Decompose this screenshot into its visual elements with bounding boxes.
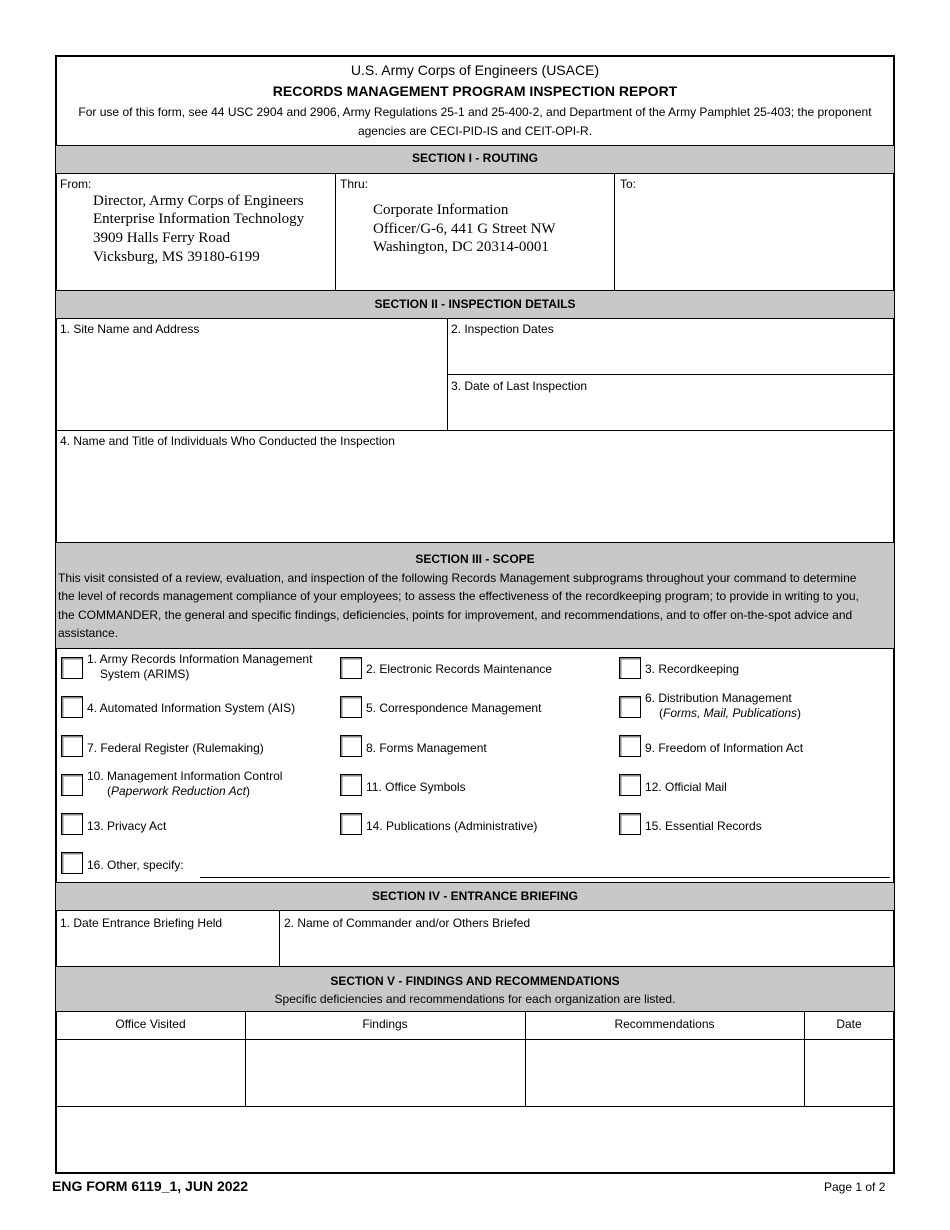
thru-field[interactable] [336, 174, 614, 290]
from-line: Enterprise Information Technology [93, 211, 305, 227]
label-office-symbols: 11. Office Symbols [366, 780, 466, 794]
from-line: Vicksburg, MS 39180-6199 [93, 249, 260, 265]
other-specify-input[interactable] [200, 858, 890, 878]
checkbox-office-symbols[interactable] [340, 774, 362, 796]
from-field[interactable] [56, 174, 335, 290]
section5-subtitle: Specific deficiencies and recommendations for each organization are listed. [274, 992, 676, 1006]
date-cell[interactable] [805, 1040, 894, 1106]
briefed-names-label: 2. Name of Commander and/or Others Briefed [284, 916, 531, 930]
last-inspection-field[interactable] [448, 393, 894, 430]
col-recommendations: Recommendations [614, 1017, 715, 1031]
to-label: To: [620, 177, 637, 191]
col-date: Date [836, 1017, 862, 1031]
thru-line: Officer/G-6, 441 G Street NW [373, 221, 556, 237]
checkbox-arims[interactable] [61, 657, 83, 679]
checkbox-federal-register[interactable] [61, 735, 83, 757]
label-recordkeeping: 3. Recordkeeping [645, 662, 740, 676]
label-privacy-act: 13. Privacy Act [87, 819, 167, 833]
form-number: ENG FORM 6119_1, JUN 2022 [52, 1178, 249, 1194]
section3-title: SECTION III - SCOPE [415, 552, 535, 566]
section4-title: SECTION IV - ENTRANCE BRIEFING [371, 889, 578, 903]
to-field[interactable] [615, 174, 894, 290]
scope-text: assistance. [58, 626, 119, 640]
label-correspondence: 5. Correspondence Management [366, 701, 542, 715]
briefed-names-field[interactable] [280, 930, 894, 966]
findings-cell[interactable] [246, 1040, 525, 1106]
label-publications: 14. Publications (Administrative) [366, 819, 538, 833]
label-electronic-records: 2. Electronic Records Maintenance [366, 662, 553, 676]
additional-notes-area[interactable] [56, 1107, 894, 1173]
site-label: 1. Site Name and Address [60, 322, 200, 336]
checkbox-forms-management[interactable] [340, 735, 362, 757]
briefing-date-field[interactable] [56, 930, 279, 966]
scope-text: the level of records management compliance of your employees; to assess the effectiveness of the recordkeeping program; to provide in writing to you, [58, 589, 859, 603]
label-federal-register: 7. Federal Register (Rulemaking) [87, 741, 264, 755]
checkbox-recordkeeping[interactable] [619, 657, 641, 679]
checkbox-essential-records[interactable] [619, 813, 641, 835]
form-note-line2: agencies are CECI-PID-IS and CEIT-OPI-R. [357, 124, 593, 138]
label-mic: 10. Management Information Control (Paperwork Reduction Act) [87, 769, 283, 798]
from-label: From: [60, 177, 92, 191]
label-ais: 4. Automated Information System (AIS) [87, 701, 296, 715]
last-inspection-label: 3. Date of Last Inspection [451, 379, 588, 393]
thru-label: Thru: [340, 177, 369, 191]
form-title: RECORDS MANAGEMENT PROGRAM INSPECTION REPORT [272, 83, 678, 99]
section5-title: SECTION V - FINDINGS AND RECOMMENDATIONS [330, 974, 620, 988]
label-other: 16. Other, specify: [87, 858, 184, 872]
inspectors-label: 4. Name and Title of Individuals Who Conducted the Inspection [60, 434, 395, 448]
scope-text: This visit consisted of a review, evaluation, and inspection of the following Records Management subprograms throughout your command to determine [58, 571, 857, 585]
col-office-visited: Office Visited [115, 1017, 186, 1031]
checkbox-distribution[interactable] [619, 696, 641, 718]
label-foia: 9. Freedom of Information Act [645, 741, 804, 755]
briefing-date-label: 1. Date Entrance Briefing Held [60, 916, 223, 930]
inspection-dates-field[interactable] [448, 336, 894, 374]
label-arims: 1. Army Records Information Management System (ARIMS) [87, 652, 313, 681]
checkbox-other[interactable] [61, 852, 83, 874]
checkbox-ais[interactable] [61, 696, 83, 718]
checkbox-publications[interactable] [340, 813, 362, 835]
label-essential-records: 15. Essential Records [645, 819, 762, 833]
label-forms-management: 8. Forms Management [366, 741, 487, 755]
checkbox-official-mail[interactable] [619, 774, 641, 796]
checkbox-correspondence[interactable] [340, 696, 362, 718]
label-official-mail: 12. Official Mail [645, 780, 727, 794]
office-visited-cell[interactable] [56, 1040, 245, 1106]
scope-text: the COMMANDER, the general and specific findings, deficiencies, points for improvement, and recommendations, and to offer on-the-spot advice and [58, 608, 853, 622]
checkbox-electronic-records[interactable] [340, 657, 362, 679]
inspectors-field[interactable] [56, 448, 894, 542]
checkbox-foia[interactable] [619, 735, 641, 757]
from-line: Director, Army Corps of Engineers [93, 193, 304, 209]
recommendations-cell[interactable] [526, 1040, 804, 1106]
label-distribution: 6. Distribution Management (Forms, Mail, Publications) [645, 691, 802, 720]
thru-line: Washington, DC 20314-0001 [373, 239, 549, 255]
thru-line: Corporate Information [373, 202, 509, 218]
from-line: 3909 Halls Ferry Road [93, 230, 231, 246]
checkbox-privacy-act[interactable] [61, 813, 83, 835]
section1-title: SECTION I - ROUTING [412, 151, 538, 165]
org-name: U.S. Army Corps of Engineers (USACE) [350, 62, 600, 78]
col-findings: Findings [362, 1017, 408, 1031]
checkbox-mic[interactable] [61, 774, 83, 796]
section2-title: SECTION II - INSPECTION DETAILS [374, 297, 576, 311]
form-note-line1: For use of this form, see 44 USC 2904 and 2906, Army Regulations 25-1 and 25-400-2, and Department of the Army Pamphlet 25-403; the proponent [78, 105, 872, 119]
page-number: Page 1 of 2 [824, 1180, 886, 1194]
inspection-dates-label: 2. Inspection Dates [451, 322, 554, 336]
site-field[interactable] [56, 336, 447, 430]
